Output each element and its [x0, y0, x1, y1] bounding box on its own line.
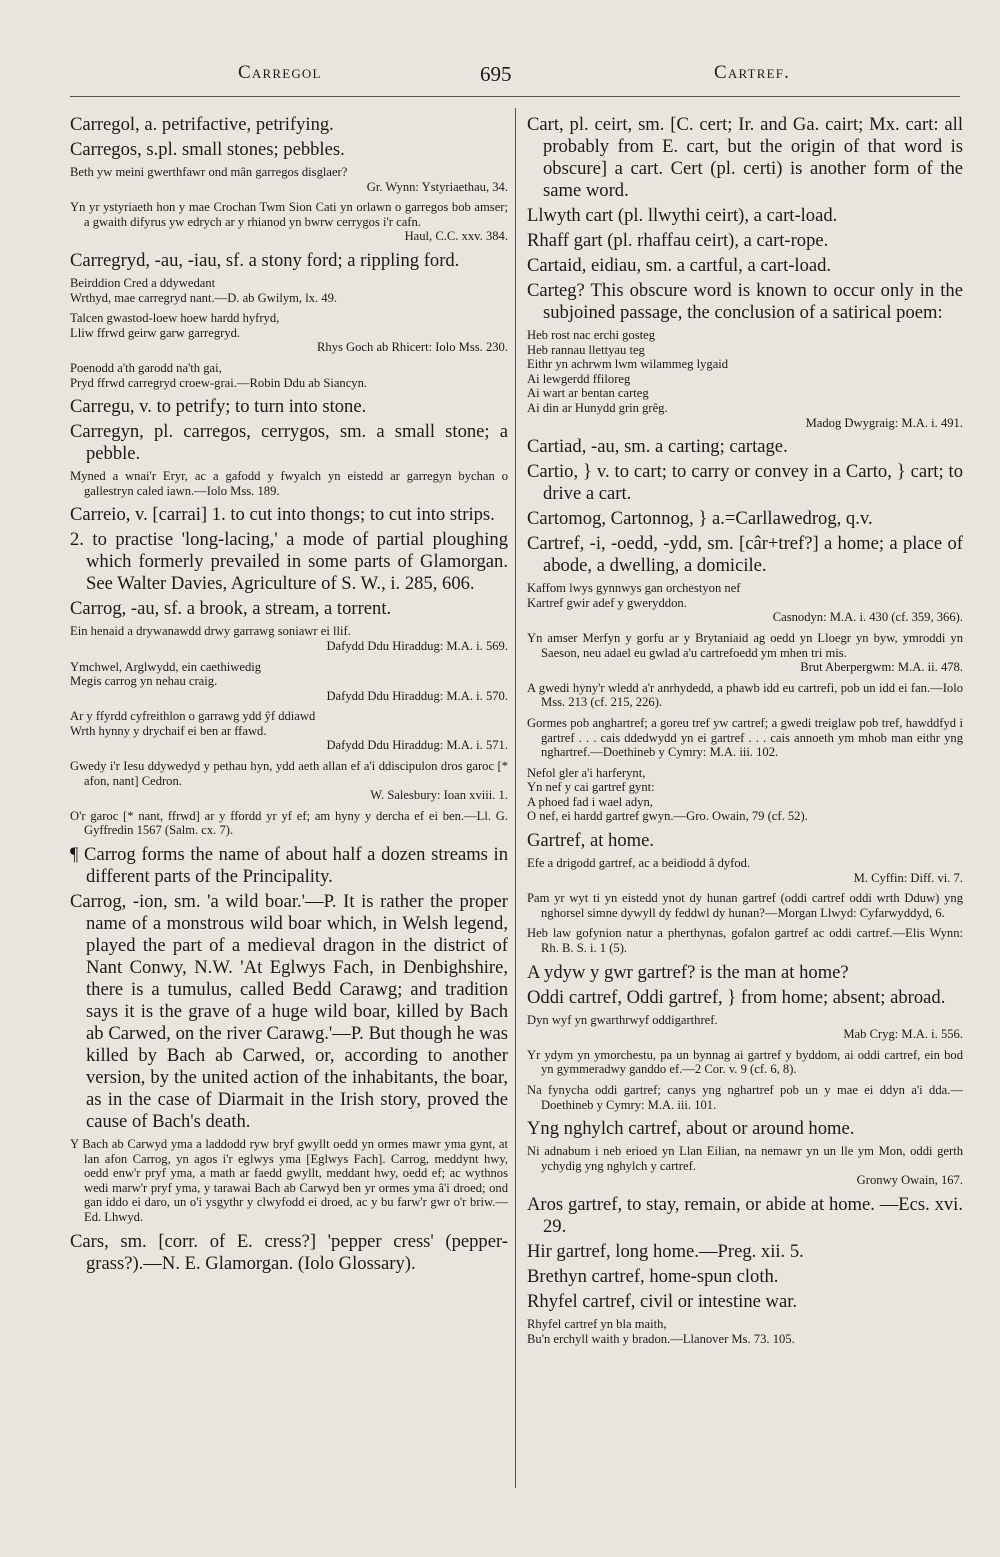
- quotation-source: Gronwy Owain, 167.: [856, 1173, 963, 1188]
- quotation-text: Ein henaid a drywanawdd drwy garrawg soniawr ei llif.: [70, 624, 351, 639]
- quotation-text: Yn amser Merfyn y gorfu ar y Brytaniaid ag oedd yn Lloegr yn byw, ymroddi yn Saeson, neu adael eu gwlad a'u cartrefoedd ym mhen tri mis.: [527, 630, 963, 660]
- entry-text: Llwyth cart (pl. llwythi ceirt), a cart-load.: [527, 205, 838, 226]
- quotation: [527, 681, 963, 710]
- quotation-text: Ai din ar Hunydd grin grêg.: [527, 400, 668, 415]
- dictionary-entry: [527, 1118, 963, 1140]
- quotation: [527, 891, 963, 920]
- quotation: [70, 165, 508, 194]
- quotation: [527, 716, 963, 760]
- entry-text: Carteg? This obscure word is known to occur only in the subjoined passage, the conclusion of a satirical poem:: [527, 280, 963, 323]
- left-column: [70, 114, 508, 1278]
- dictionary-entry: [527, 1266, 963, 1288]
- quotation: [527, 1144, 963, 1188]
- dictionary-entry: [70, 114, 508, 136]
- quotation-text: Dyn wyf yn gwarthrwyf oddigarthref.: [527, 1012, 718, 1027]
- dictionary-entry: [527, 280, 963, 324]
- quotation-source: Madog Dwygraig: M.A. i. 491.: [805, 415, 963, 430]
- running-header: [0, 62, 1000, 92]
- dictionary-entry: [527, 962, 963, 984]
- quotation-text: O nef, ei hardd gartref gwyn.—Gro. Owain, 79 (cf. 52).: [527, 809, 808, 824]
- quotation-text: Beth yw meini gwerthfawr ond mân garregos disglaer?: [70, 165, 348, 179]
- quotation-text: Ni adnabum i neb erioed yn Llan Eilian, na nemawr yn un lle ym Mon, oddi gerth ychydig yng nghylch y cartref.: [527, 1144, 963, 1173]
- quotation: [70, 469, 508, 498]
- quotation: [70, 276, 508, 305]
- entry-text: Yng nghylch cartref, about or around home.: [527, 1118, 855, 1140]
- quotation-source: Brut Aberpergwm: M.A. ii. 478.: [800, 660, 963, 675]
- quotation-text: Y Bach ab Carwyd yma a laddodd ryw bryf gwyllt oedd yn ormes mawr yma gynt, at lan afon Carrog, yn agos i'r eglwys yma [Eglwys Fach]. Carrog, meddynt hwy, oedd enw'r pryf yma, a math ar faedd gwyllt, meddant hwy, oedd ef; ac wythnos wedi marw'r pryf yma, y tarawai Bach ab Carwyd ben yr ormes yma â'i droed; ond gan iddo ei daro, un o'i ysgythr y clwyfodd ei droed, ac y bu farw'r gwr o'r briw.—Ed. Lhwyd.: [70, 1137, 508, 1224]
- quotation-text: Nefol gler a'i harferynt,: [527, 765, 646, 780]
- dictionary-entry: [527, 987, 963, 1009]
- dictionary-entry: [527, 255, 963, 277]
- dictionary-entry: [527, 533, 963, 577]
- quotation-text: Yn nef y cai gartref gynt:: [527, 780, 655, 795]
- header-right-word: Cartref.: [714, 62, 791, 83]
- quotation-source: Casnodyn: M.A. i. 430 (cf. 359, 366).: [772, 610, 963, 625]
- entry-text: Cartaid, eidiau, sm. a cartful, a cart-load.: [527, 255, 832, 276]
- quotation-text: Talcen gwastod-loew hoew hardd hyfryd,: [70, 311, 280, 326]
- quotation: [527, 1083, 963, 1112]
- entry-text: Cartio, } v. to cart; to carry or convey in a Carto, } cart; to drive a cart.: [527, 461, 963, 505]
- dictionary-entry: [70, 504, 508, 526]
- quotation-text: Lliw ffrwd geirw garw garregryd.: [70, 325, 241, 340]
- quotation-source: Gr. Wynn: Ystyriaethau, 34.: [366, 179, 508, 194]
- dictionary-entry: [527, 830, 963, 852]
- dictionary-entry: [70, 891, 508, 1133]
- quotation-text: Heb law gofynion natur a pherthynas, gofalon gartref ac oddi cartref.—Elis Wynn: Rh. B. S. i. 1 (5).: [527, 926, 963, 956]
- entry-text: Carregu, v. to petrify; to turn into stone.: [70, 396, 367, 418]
- entry-text: Carrog, -ion, sm. 'a wild boar.'—P. It is rather the proper name of a monstrous wild boar which, in Welsh legend, played the part of a medieval dragon in the district of Nant Conwy, N.W. 'At Eglwys Fach, in Denbighshire, there is a tumulus, called Bedd Carawg; and tradition says it is the grave of a huge wild boar, killed by Bach ab Carwed, on the river Carawg.'—P. But though he was killed by Bach ab Carwed, or, according to another version, by the united action of the inhabitants, the boar, as in the case of Diarmait in the Irish story, proved the cause of Bach's death.: [70, 891, 508, 1133]
- quotation-text: O'r garoc [* nant, ffrwd] ar y ffordd yr yf ef; am hyny y dercha ef ei ben.—Ll. G. Gyffredin 1567 (Salm. cx. 7).: [70, 808, 508, 838]
- quotation: [70, 361, 508, 390]
- quotation-text: Wrthyd, mae carregryd nant.—D. ab Gwilym, lx. 49.: [70, 290, 338, 305]
- entry-text: A ydyw y gwr gartref? is the man at home?: [527, 961, 849, 983]
- quotation-text: Ymchwel, Arglwydd, ein caethiwedig: [70, 659, 262, 674]
- quotation-text: Megis carrog yn nehau craig.: [70, 674, 218, 689]
- entry-text: Carregos, s.pl. small stones; pebbles.: [70, 139, 345, 160]
- entry-text: Cart, pl. ceirt, sm. [C. cert; Ir. and Ga. cairt; Mx. cart: all probably from E. cart, but the origin of that word is obscure] a cart. Cert (pl. certi) is another form of the same word.: [527, 114, 963, 201]
- page-number: 695: [480, 62, 512, 86]
- dictionary-entry: [70, 396, 508, 418]
- quotation: [70, 709, 508, 753]
- quotation: [70, 809, 508, 838]
- quotation: [70, 200, 508, 244]
- quotation: [70, 1137, 508, 1225]
- quotation-text: Poenodd a'th garodd na'th gai,: [70, 360, 222, 375]
- quotation-source: Dafydd Ddu Hiraddug: M.A. i. 569.: [326, 638, 508, 653]
- entry-text: Carregol, a. petrifactive, petrifying.: [70, 114, 334, 135]
- dictionary-entry: [70, 844, 508, 888]
- quotation-text: A gwedi hyny'r wledd a'r anrhydedd, a phawb idd eu cartrefi, pob un idd ei fan.—Iolo Mss. 213 (cf. 215, 226).: [527, 680, 963, 710]
- quotation-text: Ai wart ar bentan carteg: [527, 386, 649, 401]
- quotation-text: Rhyfel cartref yn bla maith,: [527, 1316, 667, 1331]
- header-left-word: Carregol: [238, 62, 322, 83]
- entry-text: 2. to practise 'long-lacing,' a mode of partial ploughing which formerly prevailed in some parts of Glamorgan. See Walter Davies, Agriculture of S. W., i. 285, 606.: [70, 529, 508, 595]
- quotation-source: Mab Cryg: M.A. i. 556.: [843, 1027, 963, 1042]
- header-rule: [70, 96, 960, 97]
- quotation-text: Heb rost nac erchi gosteg: [527, 328, 655, 342]
- quotation-source: M. Cyffin: Diff. vi. 7.: [853, 870, 963, 885]
- quotation-text: Na fynycha oddi gartref; canys yng nghartref pob un y mae ei ddyn a'i dda.—Doethineb y Cymry: M.A. iii. 101.: [527, 1083, 963, 1112]
- quotation-text: Bu'n erchyll waith y bradon.—Llanover Ms. 73. 105.: [527, 1331, 795, 1346]
- quotation: [527, 581, 963, 625]
- quotation-source: Haul, C.C. xxv. 384.: [404, 229, 508, 244]
- quotation-text: Pam yr wyt ti yn eistedd ynot dy hunan gartref (oddi cartref oddi wrth Dduw) yng nghorsel simne dywyll dy feddwl dy hunan?—Morgan Llwyd: Cyfarwyddyd, 6.: [527, 891, 963, 920]
- quotation-text: Yn yr ystyriaeth hon y mae Crochan Twm Sion Cati yn orlawn o garregos bob amser; a gwaith difyrus yw edrych ar y rhianod yn bwrw cerrygos i'r cafn.: [70, 200, 508, 229]
- dictionary-entry: [70, 529, 508, 595]
- quotation-text: Wrth hynny y drychaif ei ben ar ffawd.: [70, 723, 267, 738]
- entry-text: Cartref, -i, -oedd, -ydd, sm. [câr+tref?] a home; a place of abode, a dwelling, a domicile.: [527, 533, 963, 577]
- column-divider: [515, 108, 516, 1488]
- entry-text: Carregyn, pl. carregos, cerrygos, sm. a small stone; a pebble.: [70, 421, 508, 465]
- dictionary-entry: [527, 436, 963, 458]
- quotation-text: Kaffom lwys gynnwys gan orchestyon nef: [527, 581, 741, 596]
- entry-text: Rhyfel cartref, civil or intestine war.: [527, 1290, 798, 1312]
- dictionary-entry: [70, 250, 508, 272]
- quotation: [527, 1048, 963, 1077]
- dictionary-entry: [70, 421, 508, 465]
- dictionary-entry: [527, 1291, 963, 1313]
- quotation-text: Ar y ffyrdd cyfreithlon o garrawg ydd ŷf ddiawd: [70, 709, 316, 724]
- quotation-text: Gormes pob anghartref; a goreu tref yw cartref; a gwedi treiglaw pob tref, hawddfyd i gartref . . . cais ddedwydd yn ei gartref . . . cais annoeth ym mhob man eithr yng nghartref.—Doethineb y Cymry: M.A. iii. 102.: [527, 715, 963, 760]
- quotation-text: Ai lewgerdd ffiloreg: [527, 371, 631, 386]
- entry-text: Cartomog, Cartonnog, } a.=Carllawedrog, q.v.: [527, 508, 873, 530]
- quotation-text: Gwedy i'r Iesu ddywedyd y pethau hyn, ydd aeth allan ef a'i ddiscipulon dros garoc [* afon, nant] Cedron.: [70, 759, 508, 788]
- quotation: [70, 624, 508, 653]
- quotation: [527, 926, 963, 955]
- dictionary-entry: [70, 139, 508, 161]
- entry-text: Brethyn cartref, home-spun cloth.: [527, 1265, 779, 1287]
- quotation-text: Efe a drigodd gartref, ac a beidiodd â dyfod.: [527, 856, 751, 871]
- entry-text: Hir gartref, long home.—Preg. xii. 5.: [527, 1240, 804, 1262]
- entry-text: Carrog, -au, sf. a brook, a stream, a torrent.: [70, 598, 392, 620]
- entry-text: Carreio, v. [carrai] 1. to cut into thongs; to cut into strips.: [70, 504, 495, 526]
- right-column: [527, 114, 963, 1352]
- quotation-text: Beirddion Cred a ddywedant: [70, 275, 216, 290]
- quotation-text: Yr ydym yn ymorchestu, pa un bynnag ai gartref y byddom, ai oddi cartref, ein bod yn gymmeradwy ganddo ef.—2 Cor. v. 9 (cf. 6, 8).: [527, 1047, 963, 1077]
- dictionary-entry: [527, 508, 963, 530]
- quotation: [527, 766, 963, 824]
- quotation-source: Dafydd Ddu Hiraddug: M.A. i. 571.: [326, 738, 508, 753]
- entry-text: Gartref, at home.: [527, 830, 654, 852]
- quotation: [70, 759, 508, 803]
- quotation-text: Pryd ffrwd carregryd croew-grai.—Robin Ddu ab Siancyn.: [70, 375, 368, 390]
- dictionary-entry: [70, 598, 508, 620]
- quotation-text: Myned a wnai'r Eryr, ac a gafodd y fwyalch yn eistedd ar garregyn bychan o gallestryn caled iawn.—Iolo Mss. 189.: [70, 469, 508, 498]
- entry-text: Carregryd, -au, -iau, sf. a stony ford; a rippling ford.: [70, 249, 460, 271]
- dictionary-entry: [527, 230, 963, 252]
- entry-text: Rhaff gart (pl. rhaffau ceirt), a cart-rope.: [527, 230, 829, 251]
- dictionary-entry: [70, 1231, 508, 1275]
- quotation-source: Rhys Goch ab Rhicert: Iolo Mss. 230.: [317, 340, 508, 355]
- entry-text: ¶ Carrog forms the name of about half a dozen streams in different parts of the Principality.: [70, 844, 508, 888]
- entry-text: Cartiad, -au, sm. a carting; cartage.: [527, 436, 788, 458]
- dictionary-entry: [527, 1241, 963, 1263]
- quotation-source: W. Salesbury: Ioan xviii. 1.: [370, 788, 508, 803]
- quotation: [70, 311, 508, 355]
- dictionary-entry: [527, 205, 963, 227]
- quotation: [527, 1317, 963, 1346]
- quotation-text: Kartref gwir adef y gweryddon.: [527, 595, 687, 610]
- quotation-text: A phoed fad i wael adyn,: [527, 794, 653, 809]
- quotation-text: Heb rannau llettyau teg: [527, 342, 645, 357]
- entry-text: Cars, sm. [corr. of E. cress?] 'pepper cress' (pepper-grass?).—N. E. Glamorgan. (Iolo Glossary).: [70, 1230, 508, 1274]
- entry-text: Aros gartref, to stay, remain, or abide at home. —Ecs. xvi. 29.: [527, 1193, 963, 1237]
- quotation: [527, 328, 963, 430]
- quotation: [527, 856, 963, 885]
- entry-text: Oddi cartref, Oddi gartref, } from home; absent; abroad.: [527, 986, 946, 1008]
- dictionary-entry: [527, 1194, 963, 1238]
- dictionary-entry: [527, 114, 963, 202]
- dictionary-entry: [527, 461, 963, 505]
- quotation-source: Dafydd Ddu Hiraddug: M.A. i. 570.: [326, 688, 508, 703]
- quotation: [527, 631, 963, 675]
- quotation: [527, 1013, 963, 1042]
- quotation: [70, 660, 508, 704]
- quotation-text: Eithr yn achrwm lwm wilammeg lygaid: [527, 357, 729, 372]
